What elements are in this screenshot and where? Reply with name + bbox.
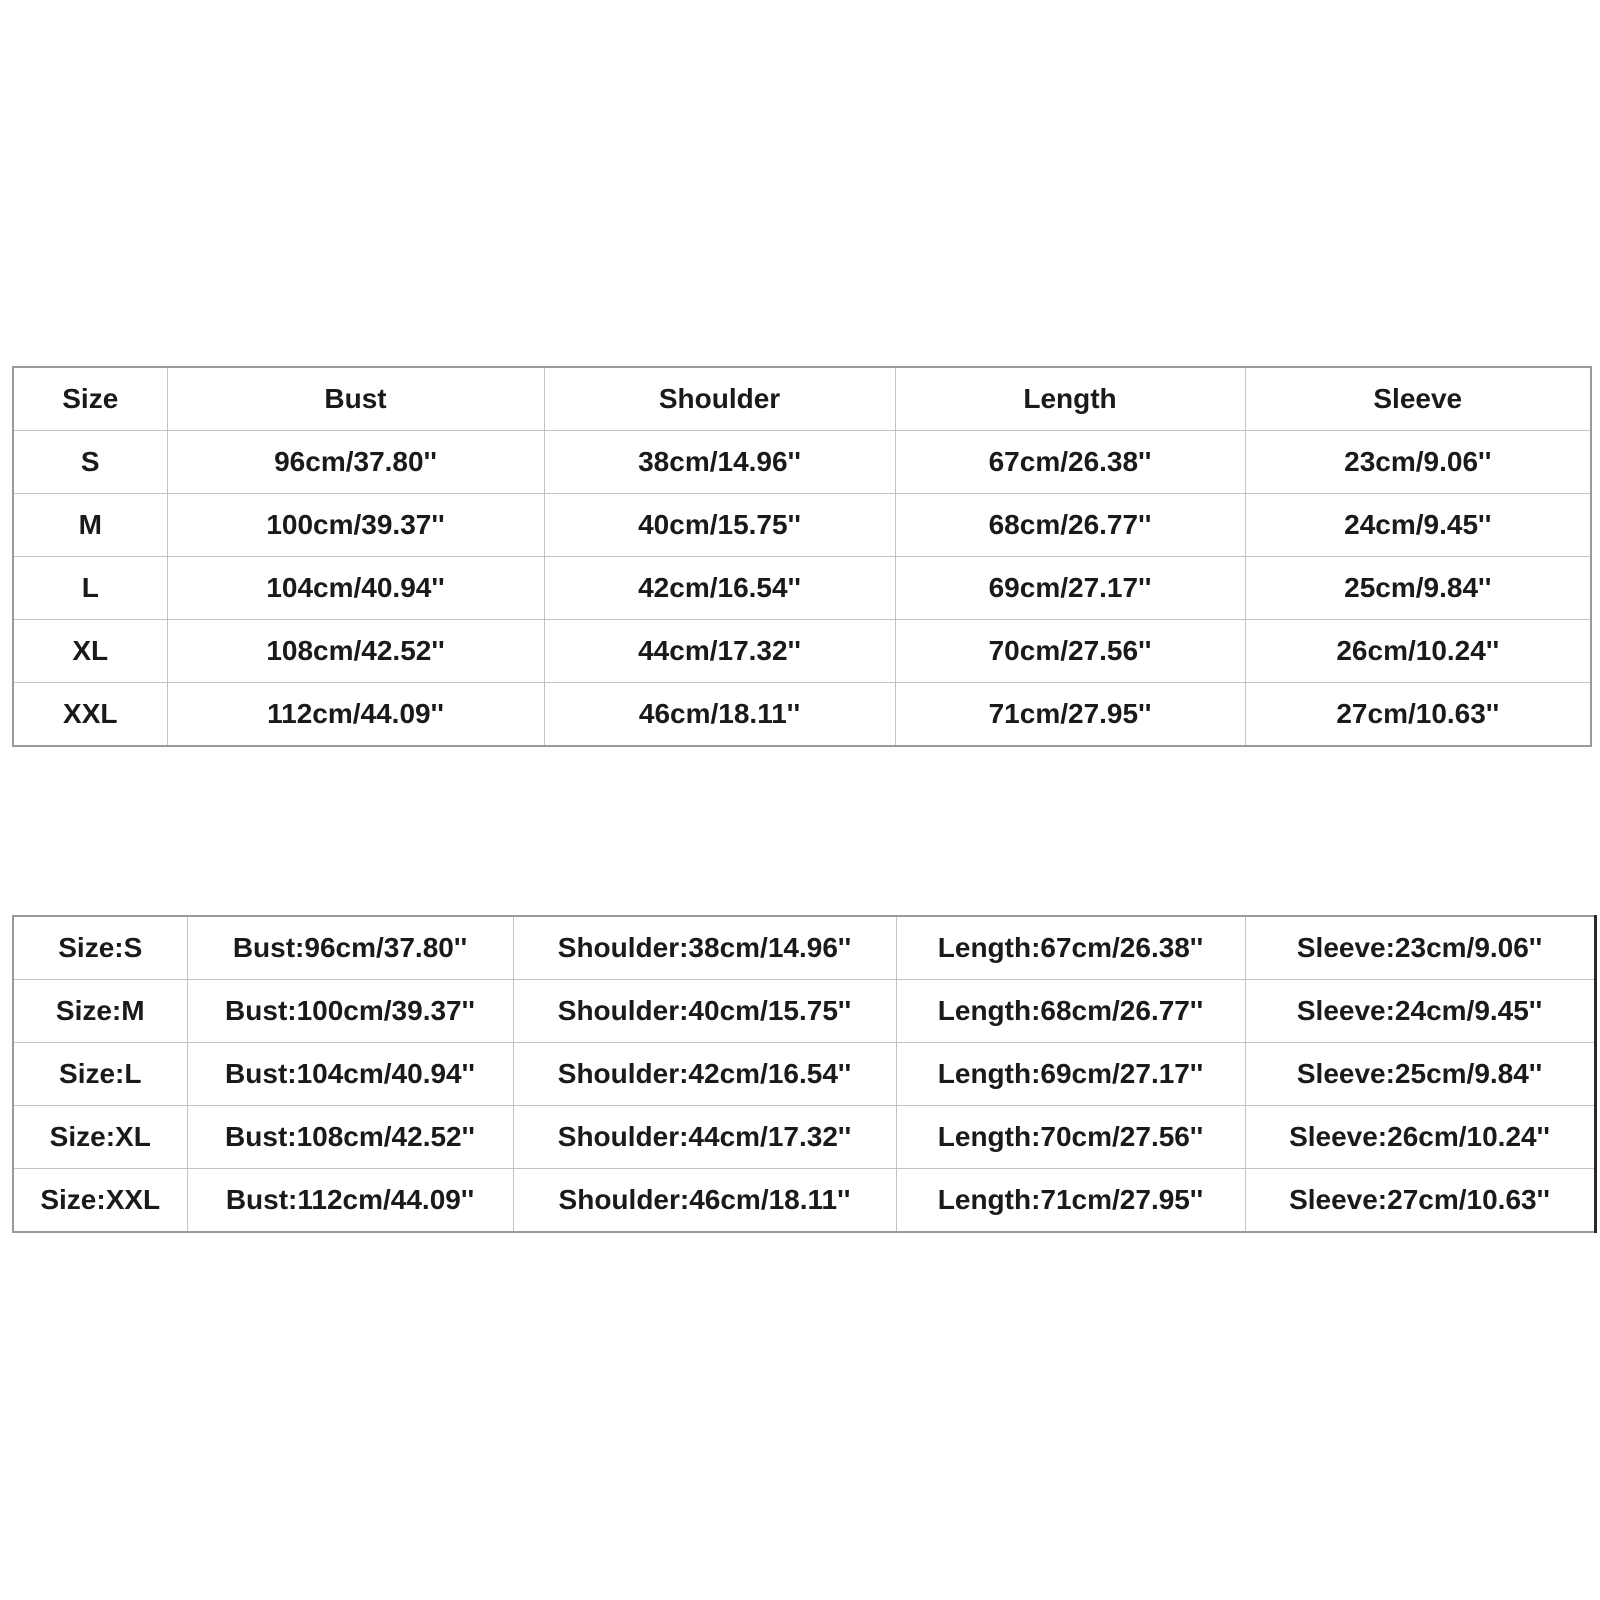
cell-sleeve: 23cm/9.06'' [1245, 431, 1591, 494]
cell-sleeve: Sleeve:25cm/9.84'' [1245, 1043, 1595, 1106]
header-size: Size [13, 367, 167, 431]
table-row [13, 431, 1591, 494]
cell-size: S [13, 431, 167, 494]
table-row [13, 683, 1591, 747]
cell-length: 70cm/27.56'' [895, 620, 1245, 683]
cell-length: Length:70cm/27.56'' [896, 1106, 1245, 1169]
cell-shoulder: 42cm/16.54'' [544, 557, 895, 620]
cell-sleeve: Sleeve:27cm/10.63'' [1245, 1169, 1595, 1233]
cell-length: 67cm/26.38'' [895, 431, 1245, 494]
cell-size: XL [13, 620, 167, 683]
cell-length: 69cm/27.17'' [895, 557, 1245, 620]
header-sleeve: Sleeve [1245, 367, 1591, 431]
cell-length: 71cm/27.95'' [895, 683, 1245, 747]
cell-sleeve: 26cm/10.24'' [1245, 620, 1591, 683]
cell-bust: Bust:112cm/44.09'' [187, 1169, 513, 1233]
table-row [13, 1106, 1595, 1169]
size-chart-labeled-table [12, 915, 1597, 1233]
table-row [13, 620, 1591, 683]
cell-shoulder: 40cm/15.75'' [544, 494, 895, 557]
header-shoulder: Shoulder [544, 367, 895, 431]
cell-size: Size:XL [13, 1106, 187, 1169]
cell-bust: Bust:108cm/42.52'' [187, 1106, 513, 1169]
cell-shoulder: Shoulder:38cm/14.96'' [513, 916, 896, 980]
cell-bust: Bust:104cm/40.94'' [187, 1043, 513, 1106]
cell-bust: Bust:96cm/37.80'' [187, 916, 513, 980]
table-row [13, 1169, 1595, 1233]
cell-sleeve: Sleeve:24cm/9.45'' [1245, 980, 1595, 1043]
cell-size: Size:L [13, 1043, 187, 1106]
cell-shoulder: Shoulder:42cm/16.54'' [513, 1043, 896, 1106]
size-chart-table [12, 366, 1592, 747]
cell-length: Length:68cm/26.77'' [896, 980, 1245, 1043]
cell-shoulder: 44cm/17.32'' [544, 620, 895, 683]
cell-bust: 108cm/42.52'' [167, 620, 544, 683]
cell-length: 68cm/26.77'' [895, 494, 1245, 557]
cell-size: XXL [13, 683, 167, 747]
cell-sleeve: Sleeve:23cm/9.06'' [1245, 916, 1595, 980]
table-row [13, 916, 1595, 980]
cell-sleeve: 27cm/10.63'' [1245, 683, 1591, 747]
cell-size: Size:S [13, 916, 187, 980]
cell-bust: 100cm/39.37'' [167, 494, 544, 557]
cell-size: Size:M [13, 980, 187, 1043]
cell-length: Length:71cm/27.95'' [896, 1169, 1245, 1233]
cell-size: Size:XXL [13, 1169, 187, 1233]
header-bust: Bust [167, 367, 544, 431]
cell-sleeve: 24cm/9.45'' [1245, 494, 1591, 557]
cell-bust: 104cm/40.94'' [167, 557, 544, 620]
cell-size: L [13, 557, 167, 620]
cell-shoulder: 38cm/14.96'' [544, 431, 895, 494]
table-row [13, 494, 1591, 557]
cell-shoulder: Shoulder:40cm/15.75'' [513, 980, 896, 1043]
table-row [13, 557, 1591, 620]
table-row [13, 1043, 1595, 1106]
table-header-row [13, 367, 1591, 431]
cell-shoulder: Shoulder:44cm/17.32'' [513, 1106, 896, 1169]
cell-bust: Bust:100cm/39.37'' [187, 980, 513, 1043]
cell-sleeve: Sleeve:26cm/10.24'' [1245, 1106, 1595, 1169]
cell-sleeve: 25cm/9.84'' [1245, 557, 1591, 620]
cell-length: Length:67cm/26.38'' [896, 916, 1245, 980]
cell-bust: 96cm/37.80'' [167, 431, 544, 494]
cell-size: M [13, 494, 167, 557]
header-length: Length [895, 367, 1245, 431]
cell-shoulder: Shoulder:46cm/18.11'' [513, 1169, 896, 1233]
cell-bust: 112cm/44.09'' [167, 683, 544, 747]
table-row [13, 980, 1595, 1043]
cell-shoulder: 46cm/18.11'' [544, 683, 895, 747]
cell-length: Length:69cm/27.17'' [896, 1043, 1245, 1106]
